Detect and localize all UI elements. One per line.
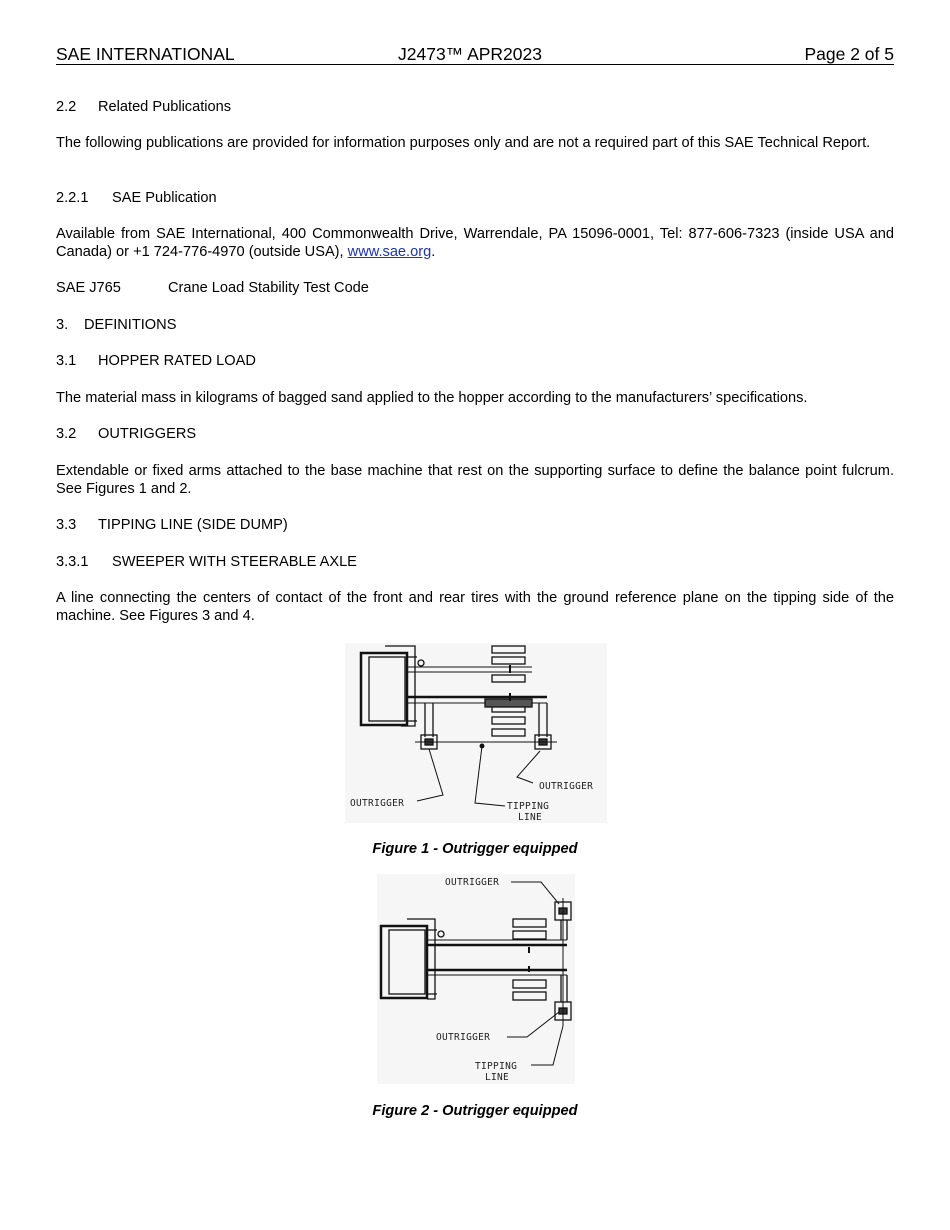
- section-2-2-1-heading: [56, 189, 217, 207]
- figure-1-diagram: [345, 643, 607, 823]
- figure-2-label-outrigger-top: OUTRIGGER: [445, 877, 500, 888]
- page-header: [56, 44, 894, 65]
- section-2-2-paragraph: The following publications are provided for information purposes only and are not a required part of this SAE Technical Report.: [56, 135, 871, 151]
- figure-1-label-line: LINE: [518, 812, 543, 823]
- section-number: 2.2: [56, 99, 77, 115]
- reference-entry: [56, 279, 369, 297]
- section-3-2-heading: [56, 425, 196, 443]
- section-title: OUTRIGGERS: [98, 426, 197, 442]
- reference-code: SAE J765: [56, 280, 121, 296]
- header-org: SAE INTERNATIONAL: [56, 44, 235, 64]
- figure-2-label-line: LINE: [485, 1072, 510, 1083]
- section-3-3-heading: [56, 516, 288, 534]
- section-title: SWEEPER WITH STEERABLE AXLE: [112, 554, 357, 570]
- section-number: 2.2.1: [56, 190, 89, 206]
- section-3-3-1-heading: [56, 553, 357, 571]
- section-number: 3.3.1: [56, 554, 89, 570]
- figure-2-label-tipping: TIPPING: [475, 1061, 518, 1072]
- section-number: 3.3: [56, 517, 77, 533]
- section-2-2-heading: [56, 98, 231, 116]
- section-title: Related Publications: [98, 99, 232, 115]
- section-title: TIPPING LINE (SIDE DUMP): [98, 517, 288, 533]
- figure-1-label-outrigger-left: OUTRIGGER: [350, 798, 405, 809]
- section-3-3-1-paragraph: A line connecting the centers of contact of the front and rear tires with the ground reference plane on the tipping side of the machine. See Figures 3 and 4.: [56, 590, 894, 624]
- header-page-number: Page 2 of 5: [804, 44, 894, 64]
- section-3-1-paragraph: The material mass in kilograms of bagged sand applied to the hopper according to the manufacturers’ specifications.: [56, 390, 808, 406]
- figure-1-svg: [345, 643, 607, 823]
- section-title: SAE Publication: [112, 190, 217, 206]
- section-3-heading: [56, 316, 176, 334]
- section-number: 3.2: [56, 426, 77, 442]
- figure-1-label-tipping: TIPPING: [507, 801, 550, 812]
- header-doc-id: J2473™ APR2023: [398, 44, 542, 64]
- section-2-2-1-paragraph: Available from SAE International, 400 Commonwealth Drive, Warrendale, PA 15096-0001, Tel: 877-606-7323 (inside USA and Canada) or +1 724-776-4970 (outside USA), www.sae.org.: [56, 226, 894, 260]
- section-3-1-heading: [56, 352, 256, 370]
- figure-2-diagram: [377, 874, 575, 1084]
- section-title: DEFINITIONS: [84, 317, 177, 333]
- figure-2-svg: [377, 874, 575, 1084]
- figure-2-label-outrigger-bottom: OUTRIGGER: [436, 1032, 491, 1043]
- section-3-2-paragraph: Extendable or fixed arms attached to the base machine that rest on the supporting surface to define the balance point fulcrum. See Figures 1 and 2.: [56, 463, 894, 497]
- availability-text: Available from SAE International, 400 Commonwealth Drive, Warrendale, PA 15096-0001, Tel: 877-606-7323 (inside USA and Canada) or +1 724-776-4970 (outside USA),: [56, 226, 894, 260]
- section-number: 3.1: [56, 353, 77, 369]
- figure-1-label-outrigger-right: OUTRIGGER: [539, 781, 594, 792]
- sae-website-link[interactable]: www.sae.org: [347, 244, 432, 260]
- reference-title: Crane Load Stability Test Code: [168, 280, 369, 296]
- section-title: HOPPER RATED LOAD: [98, 353, 256, 369]
- figure-2-caption: Figure 2 - Outrigger equipped: [372, 1103, 578, 1119]
- section-number: 3.: [56, 317, 69, 333]
- figure-1-caption: Figure 1 - Outrigger equipped: [372, 841, 578, 857]
